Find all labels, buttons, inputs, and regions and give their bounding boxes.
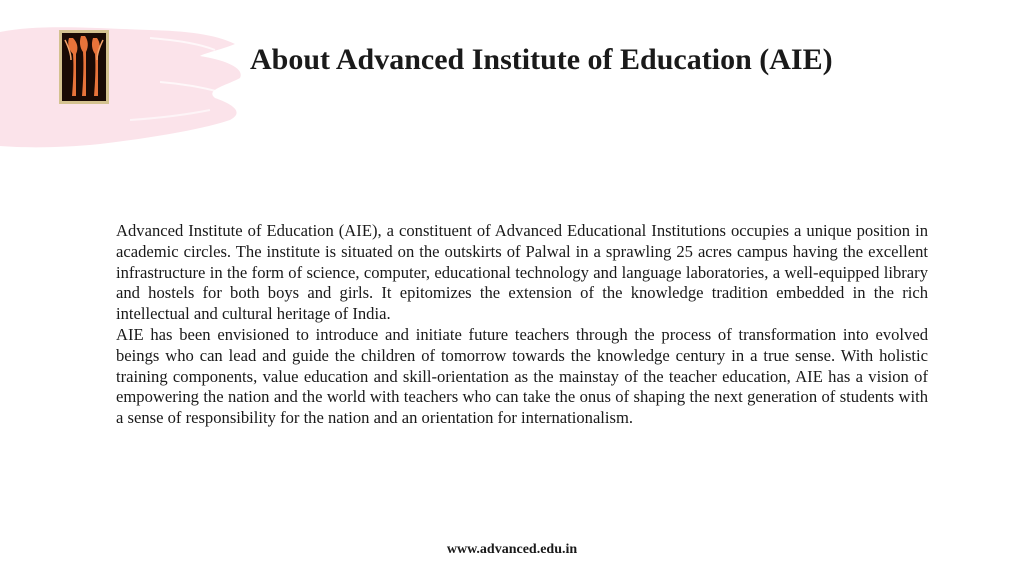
paragraph-vision: AIE has been envisioned to introduce and initiate future teachers through the process of transformation into evolved beings who can lead and guide the children of tomorrow towards the knowledge century in a true sense. With holistic training components, value education and skill-orientation as the mainstay of the teacher education, AIE has a vision of empowering the nation and the world with teachers who can take the onus of shaping the next generation of students with a sense of responsibility for the nation and an orientation for internationalism. [116, 324, 928, 428]
body-text [116, 221, 928, 429]
page-title: About Advanced Institute of Education (AIE) [250, 43, 833, 76]
footer-url[interactable]: www.advanced.edu.in [446, 542, 578, 557]
paragraph-intro: Advanced Institute of Education (AIE), a constituent of Advanced Educational Institutions occupies a unique position in academic circles. The institute is situated on the outskirts of Palwal in a sprawling 25 acres campus having the excellent infrastructure in the form of science, computer, educational technology and language laboratories, a well-equipped library and hostels for both boys and girls. It epitomizes the extension of the knowledge tradition embedded in the rich intellectual and cultural heritage of India. [116, 221, 928, 324]
institution-logo-icon [59, 30, 109, 104]
pink-brush-stroke [0, 20, 250, 150]
